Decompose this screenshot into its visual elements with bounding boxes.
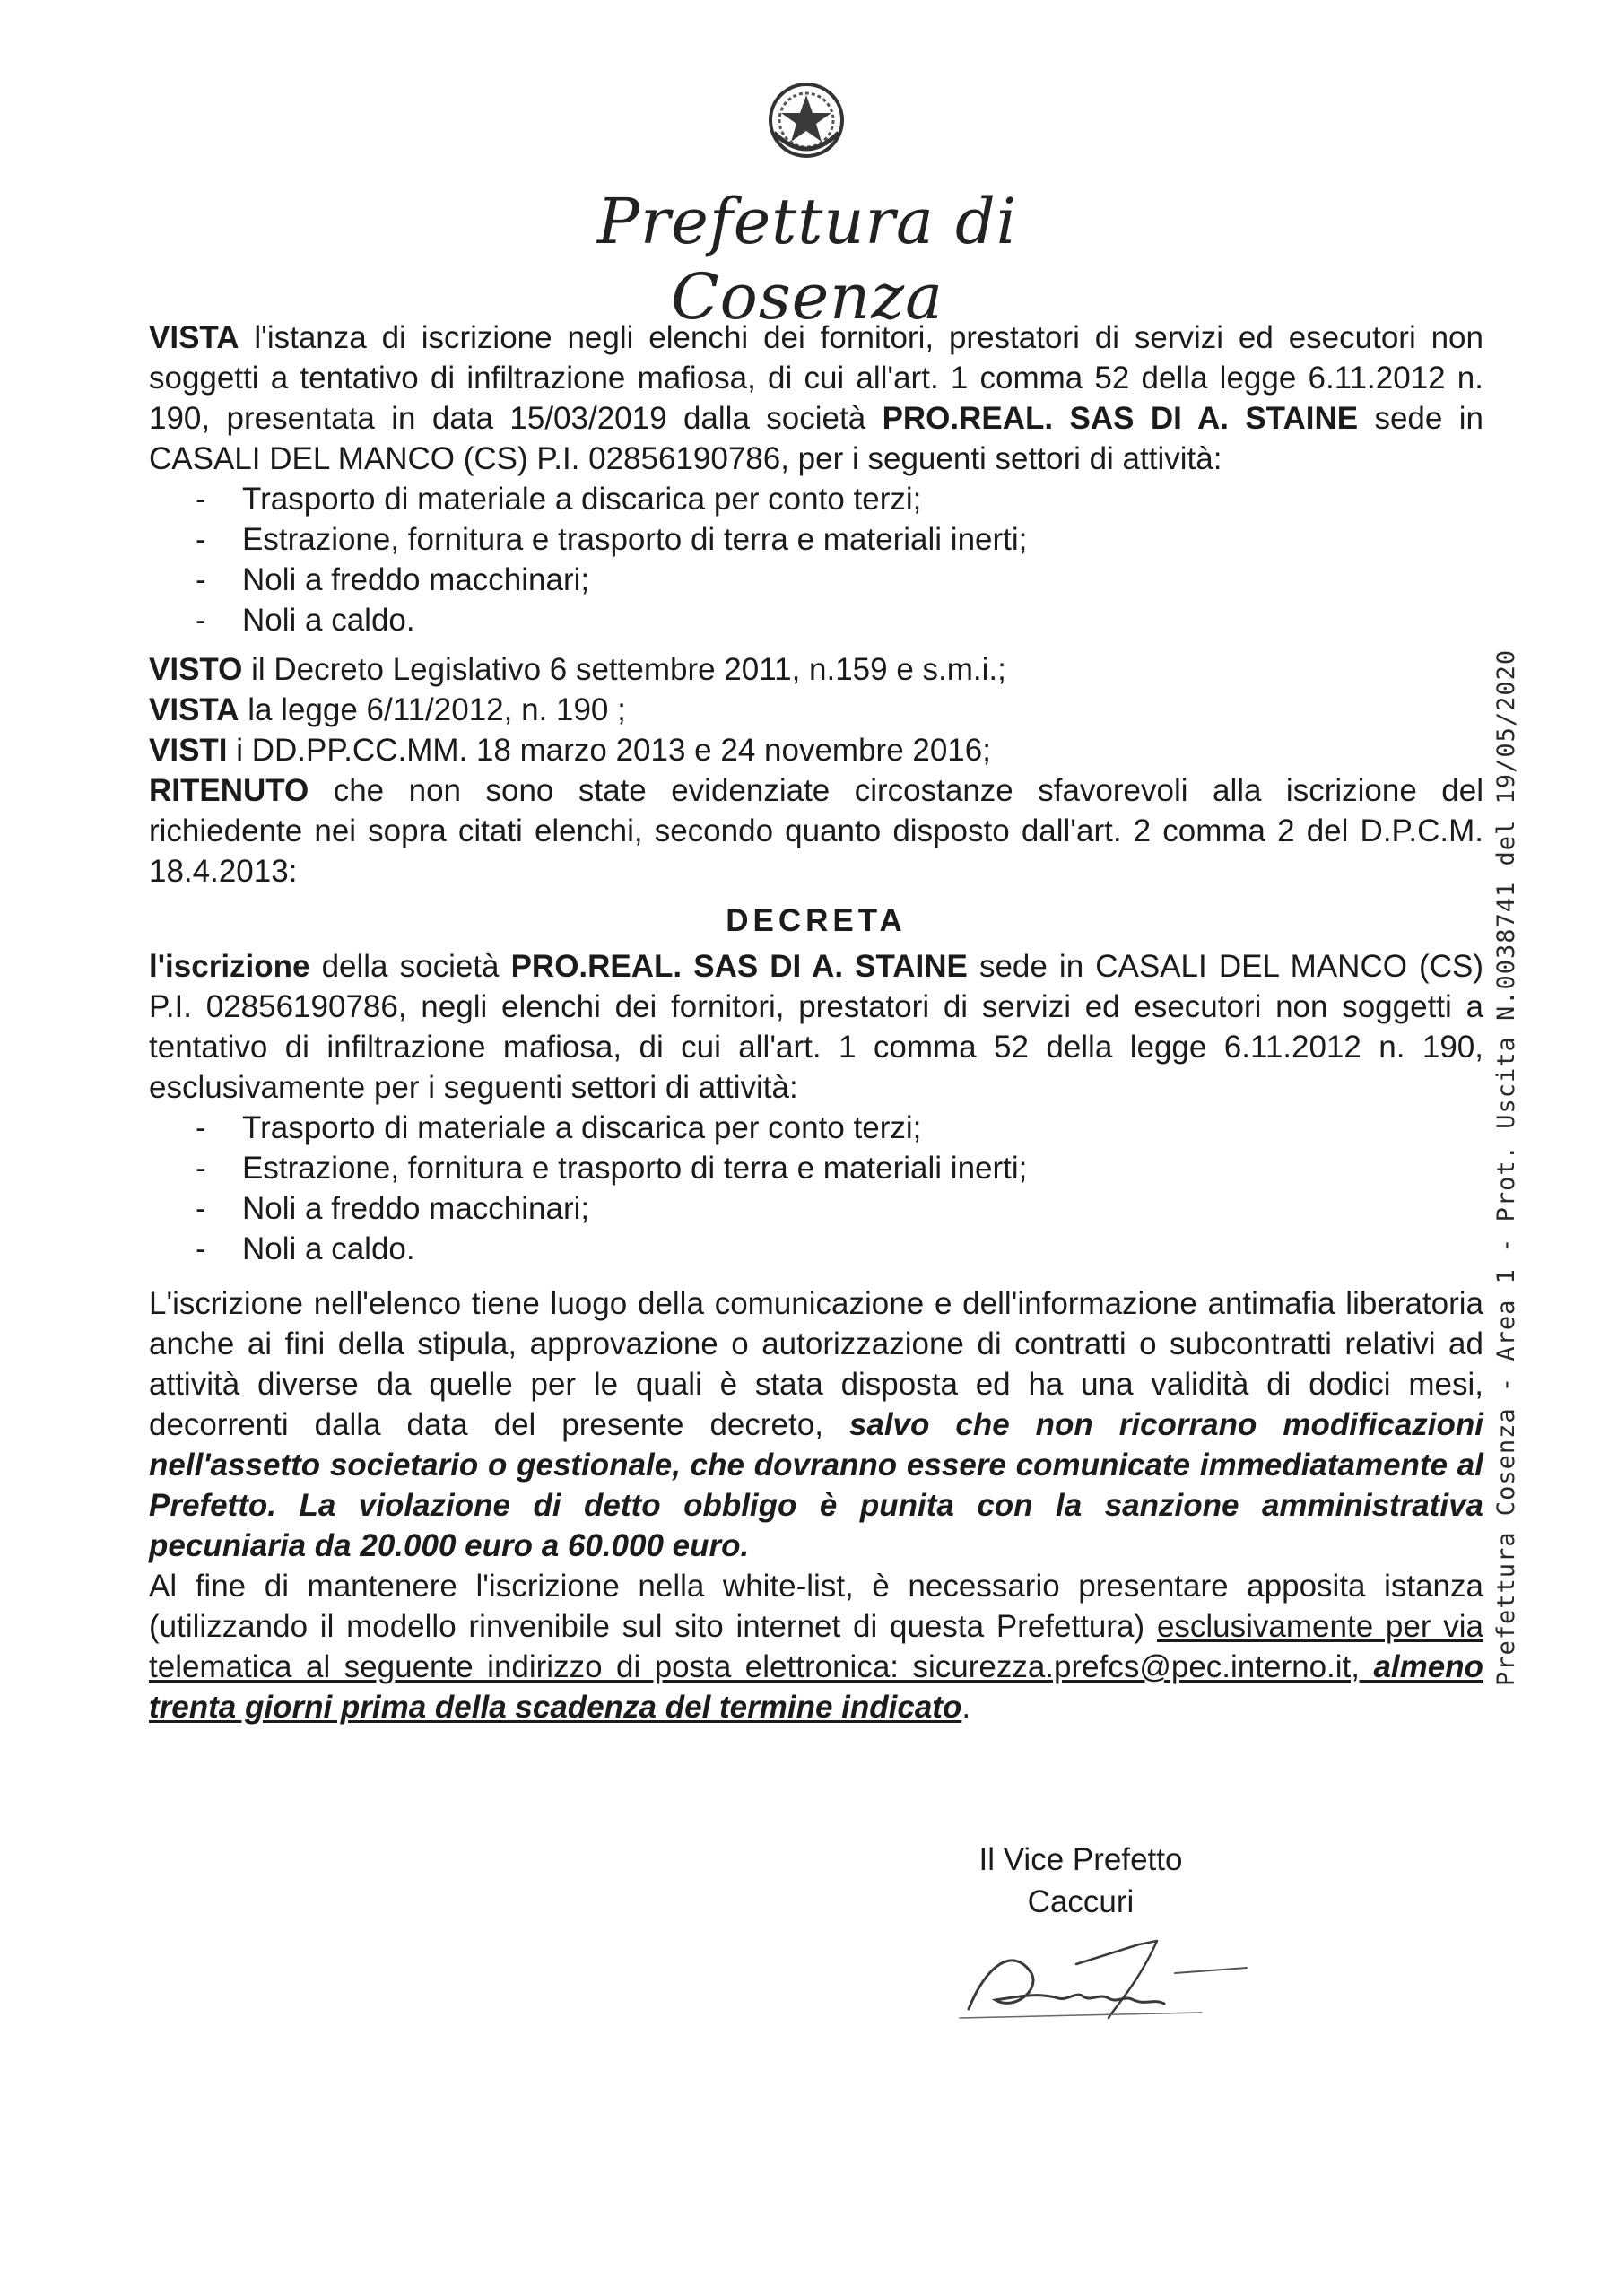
visti-line xyxy=(149,730,1483,770)
decree-lead: della società xyxy=(309,949,511,984)
handwritten-signature xyxy=(933,1910,1256,2036)
list-item: - Estrazione, fornitura e trasporto di terra e materiali inerti; xyxy=(196,1148,1483,1188)
activity-list xyxy=(149,479,1483,640)
decree-company-name: PRO.REAL. SAS DI A. STAINE xyxy=(510,949,968,984)
italian-republic-emblem-icon xyxy=(765,79,848,161)
decree-text: sede in CASALI DEL MANCO (CS) P.I. 02856190786, negli elenchi dei fornitori, prestatori di servizi ed esecutori non soggetti a tentativo di infiltrazione mafiosa, di cui all'art. 1 comma 52 della legge 6.11.2012 n. 190, esclusivamente per i seguenti settori di attività: xyxy=(149,949,1483,1105)
document-body xyxy=(149,317,1483,1727)
list-item: - Noli a freddo macchinari; xyxy=(196,560,1483,600)
list-item: - Noli a caldo. xyxy=(196,1229,1483,1269)
list-item: - Trasporto di materiale a discarica per conto terzi; xyxy=(196,479,1483,519)
ritenuto-paragraph xyxy=(149,770,1483,891)
visti-label: VISTI xyxy=(149,733,228,768)
signatory-name: Caccuri xyxy=(1027,1884,1135,1919)
list-item: - Noli a freddo macchinari; xyxy=(196,1188,1483,1229)
list-item: - Noli a caldo. xyxy=(196,600,1483,640)
ritenuto-text: che non sono state evidenziate circostanze sfavorevoli alla iscrizione del richiedente nei sopra citati elenchi, secondo quanto disposto dall'art. 2 comma 2 del D.P.C.M. 18.4.2013: xyxy=(149,773,1483,889)
decree-heading: DECRETA xyxy=(726,903,907,938)
signatory-role: Il Vice Prefetto xyxy=(978,1842,1183,1877)
intro-suffix: sede in CASALI DEL MANCO (CS) P.I. 02856190786, per i seguenti settori di attività: xyxy=(149,401,1483,476)
validity-paragraph xyxy=(149,1283,1483,1566)
vista-law-text: la legge 6/11/2012, n. 190 ; xyxy=(239,692,626,727)
validity-emphasis: salvo che non ricorrano modificazioni nell'assetto societario o gestionale, che dovranno essere comunicate immediatamente al Prefetto. La violazione di detto obbligo è punita con la sanzione amministrativa pecuniaria da 20.000 euro a 60.000 euro. xyxy=(149,1407,1483,1563)
validity-text: L'iscrizione nell'elenco tiene luogo della comunicazione e dell'informazione antimafia liberatoria anche ai fini della stipula, approvazione o autorizzazione di contratti o subcontratti relativi ad attività diverse da quelle per le quali è stata disposta ed ha una validità di dodici mesi, decorrenti dalla data del presente decreto, xyxy=(149,1286,1483,1442)
intro-text: l'istanza di iscrizione negli elenchi dei fornitori, prestatori di servizi ed esecutori non soggetti a tentativo di infiltrazione mafiosa, di cui all'art. 1 comma 52 della legge 6.11.2012 n. 190, presentata in data 15/03/2019 dalla società xyxy=(149,320,1483,436)
intro-paragraph xyxy=(149,317,1483,479)
ritenuto-label: RITENUTO xyxy=(149,773,309,808)
renewal-deadline: almeno trenta giorni prima della scadenza del termine indicato xyxy=(149,1649,1483,1725)
list-item: - Trasporto di materiale a discarica per conto terzi; xyxy=(196,1108,1483,1148)
iscrizione-label: l'iscrizione xyxy=(149,949,310,984)
office-title: Prefettura di Cosenza xyxy=(596,185,1018,334)
decree-paragraph xyxy=(149,946,1483,1108)
visto-text: il Decreto Legislativo 6 settembre 2011, n.159 e s.m.i.; xyxy=(242,652,1006,687)
renewal-end: . xyxy=(961,1690,971,1725)
decree-activity-list xyxy=(149,1108,1483,1269)
visto-label: VISTO xyxy=(149,652,243,687)
vista-line xyxy=(149,690,1483,730)
visti-text: i DD.PP.CC.MM. 18 marzo 2013 e 24 novembre 2016; xyxy=(227,733,991,768)
company-name: PRO.REAL. SAS DI A. STAINE xyxy=(882,401,1359,436)
renewal-paragraph xyxy=(149,1566,1483,1727)
protocol-stamp: Prefettura Cosenza - Area 1 - Prot. Uscita N.0038741 del 19/05/2020 xyxy=(1492,648,1520,1686)
list-item: - Estrazione, fornitura e trasporto di terra e materiali inerti; xyxy=(196,519,1483,560)
renewal-instructions: esclusivamente per via telematica al seguente indirizzo di posta elettronica: sicurezza.prefcs@pec.interno.it, xyxy=(149,1609,1484,1684)
vista-law-label: VISTA xyxy=(149,692,239,727)
renewal-text: Al fine di mantenere l'iscrizione nella white-list, è necessario presentare apposita istanza (utilizzando il modello rinvenibile sul sito internet di questa Prefettura) xyxy=(149,1569,1483,1644)
visto-line xyxy=(149,649,1483,690)
vista-label: VISTA xyxy=(149,320,239,355)
